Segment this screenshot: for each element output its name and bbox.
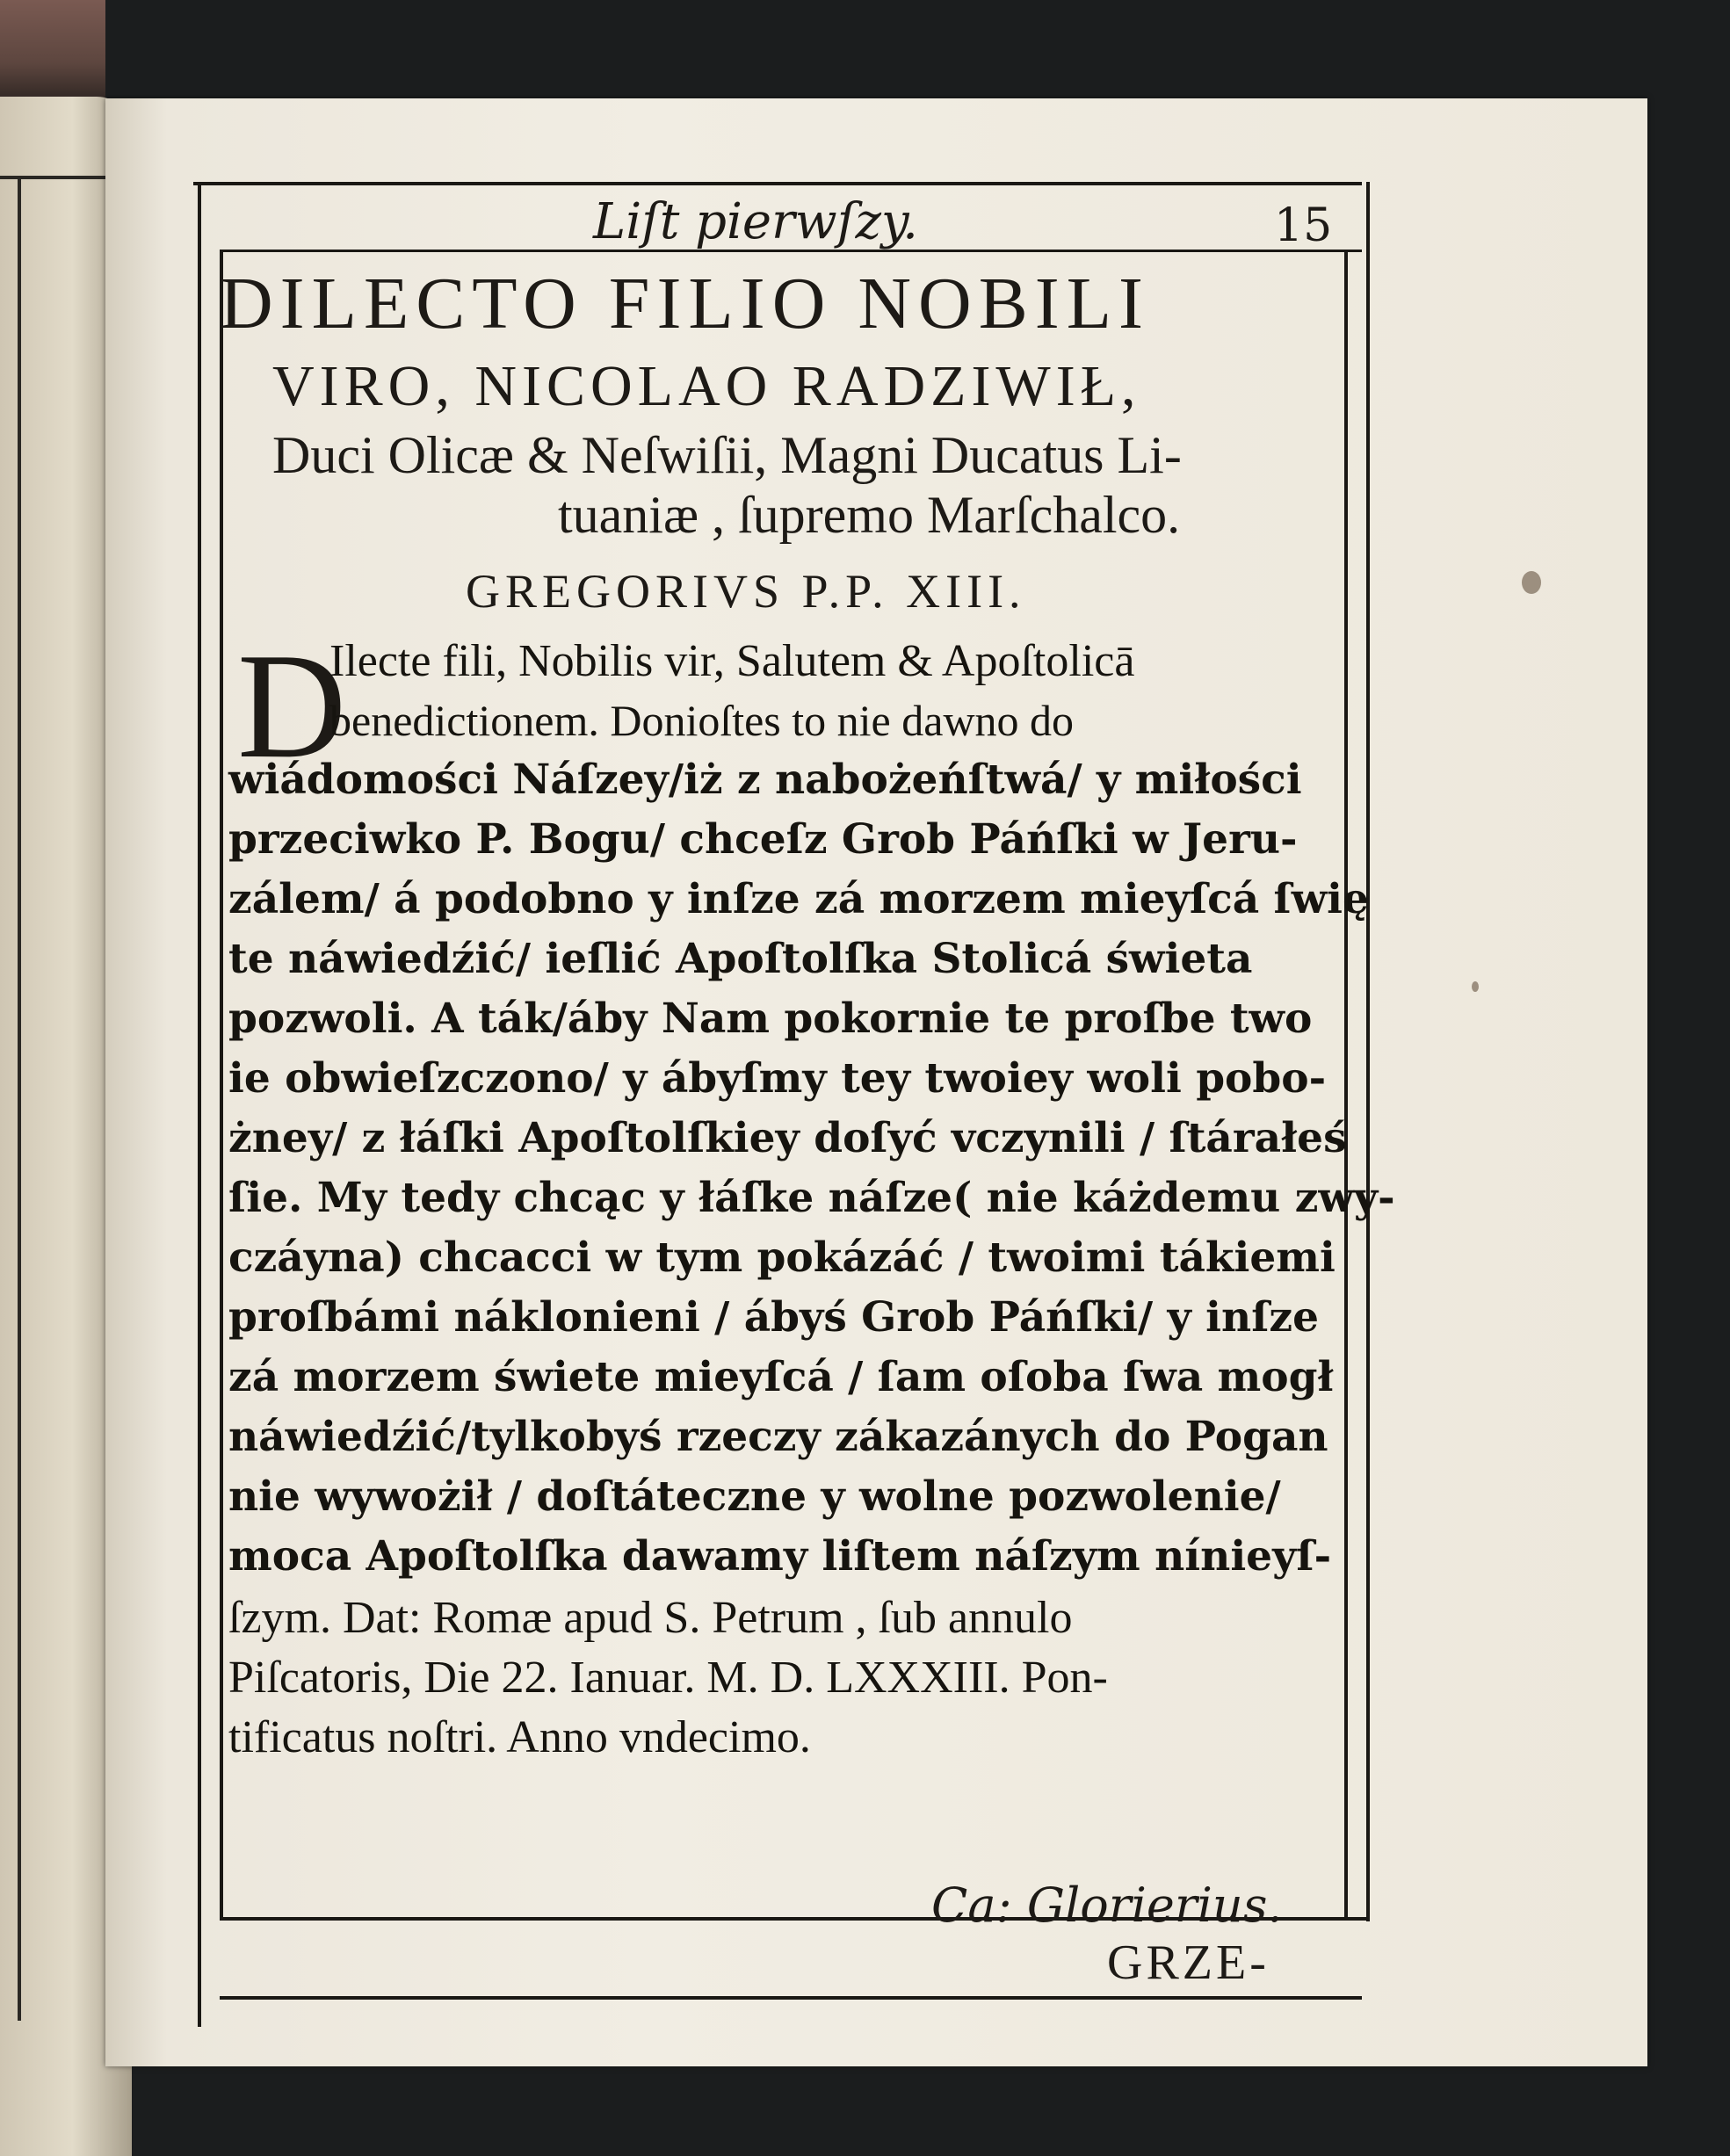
letter-line: Ilecte fili, Nobilis vir, Salutem & Apoſtolicā — [329, 636, 1135, 686]
catchword: GRZE- — [1107, 1935, 1270, 1990]
drop-capital: D — [237, 623, 347, 790]
letter-line: proſbámi náklonieni / ábyś Grob Páńſki/ y inſze — [228, 1293, 1320, 1342]
running-title: Liſt pierwſzy. — [593, 193, 918, 250]
letter-line: wiádomości Náſzey/iż z nabożeńſtwá/ y miłości — [228, 756, 1302, 804]
letter-line: Piſcatoris, Die 22. Ianuar. M. D. LXXXIII. Pon- — [228, 1653, 1108, 1703]
catchword-rule — [220, 1996, 1362, 2000]
inner-left-rule — [220, 250, 223, 1919]
address-line-4: tuaniæ , ſupremo Marſchalco. — [558, 486, 1181, 544]
letter-line: zá morzem świete mieyſcá / ſam oſoba ſwa mogł — [228, 1353, 1334, 1401]
address-line-3: Duci Olicæ & Neſwiſii, Magni Ducatus Li- — [272, 426, 1182, 484]
letter-line: te náwiedźić/ ieſlić Apoſtolſka Stolicá świeta — [228, 935, 1253, 983]
letter-line: moca Apoſtolſka dawamy liſtem náſzym nínieyſ- — [228, 1532, 1332, 1581]
address-line-2: VIRO, NICOLAO RADZIWIŁ, — [272, 354, 1141, 418]
frame-top-rule — [193, 182, 1362, 185]
letter-line: czáyna) chcacci w tym pokázáć / twoimi tákiemi — [228, 1234, 1336, 1282]
pope-name: GREGORIVS P.P. XIII. — [466, 565, 1026, 618]
letter-line: ſie. My tedy chcąc y łáſke náſze( nie káżdemu zwy- — [228, 1174, 1395, 1222]
ink-stain — [1522, 571, 1541, 594]
letter-line: pozwoli. A ták/áby Nam pokornie te proſbe two — [228, 995, 1313, 1043]
book-spine — [0, 0, 105, 105]
book-page — [105, 98, 1647, 2066]
letter-line: náwiedźić/tylkobyś rzeczy zákazánych do Pogan — [228, 1413, 1328, 1461]
letter-line: przeciwko P. Bogu/ chceſz Grob Páńſki w Jeru- — [228, 815, 1298, 864]
letter-line: nie wywożił / doſtáteczne y wolne pozwolenie/ — [228, 1472, 1281, 1521]
letter-line: żney/ z łáſki Apoſtolſkiey doſyć vczynili / ſtárałeś — [228, 1114, 1347, 1162]
letter-line: benedictionem. Donioſtes to nie dawno do — [329, 696, 1075, 745]
page-number: 15 — [1274, 199, 1333, 252]
address-line-1: DILECTO FILIO NOBILI — [220, 263, 1150, 344]
letter-line: ſzym. Dat: Romæ apud S. Petrum , ſub annulo — [228, 1593, 1073, 1643]
letter-line: zálem/ á podobno y inſze zá morzem mieyſcá ſwię — [228, 875, 1369, 923]
letter-line: ie obwieſzczono/ y ábyſmy tey twoiey woli pobo- — [228, 1054, 1327, 1103]
ink-stain — [1472, 981, 1479, 992]
letter-line: tificatus noſtri. Anno vndecimo. — [228, 1712, 811, 1762]
frame-left-rule — [198, 182, 201, 2027]
signature: Ca: Glorierius. — [931, 1877, 1283, 1933]
